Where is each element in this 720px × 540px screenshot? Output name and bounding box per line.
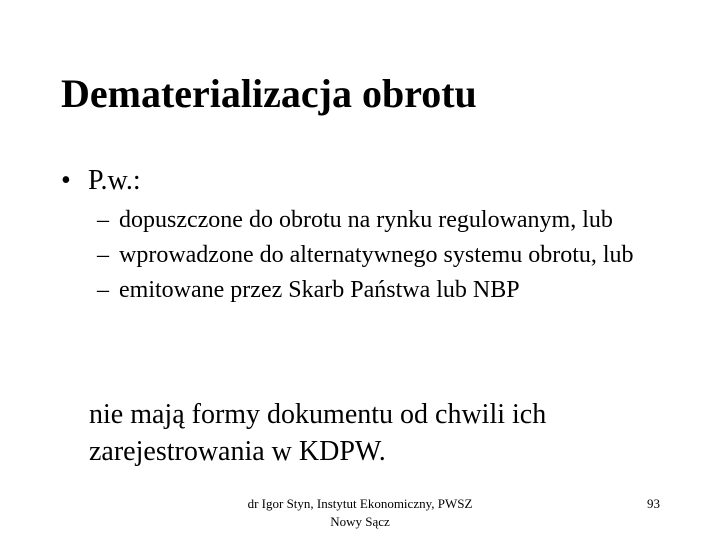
dash-marker: – [97, 277, 109, 303]
bullet-text: P.w.: [88, 165, 141, 196]
sub-list [97, 206, 677, 311]
sub-item-admitted [97, 206, 677, 235]
conclusion-text: nie mają formy dokumentu od chwili ich zarejestrowania w KDPW. [89, 399, 547, 467]
sub-item-text: dopuszczone do obrotu na rynku regulowanym, lub [119, 207, 613, 233]
bullet-item [61, 164, 141, 198]
page-number: 93 [647, 496, 660, 511]
dash-marker: – [97, 207, 109, 233]
bullet-symbol: • [61, 165, 71, 196]
sub-item-issued-by-treasury [97, 276, 677, 305]
footer-author: dr Igor Styn, Instytut Ekonomiczny, PWSZ Nowy Sącz [247, 496, 473, 529]
dash-marker: – [97, 242, 109, 268]
slide-title: Dematerializacja obrotu [61, 71, 477, 116]
sub-item-alternative-system [97, 241, 677, 270]
sub-item-text: wprowadzone do alternatywnego systemu obrotu, lub [119, 242, 634, 268]
sub-item-text: emitowane przez Skarb Państwa lub NBP [119, 277, 520, 303]
